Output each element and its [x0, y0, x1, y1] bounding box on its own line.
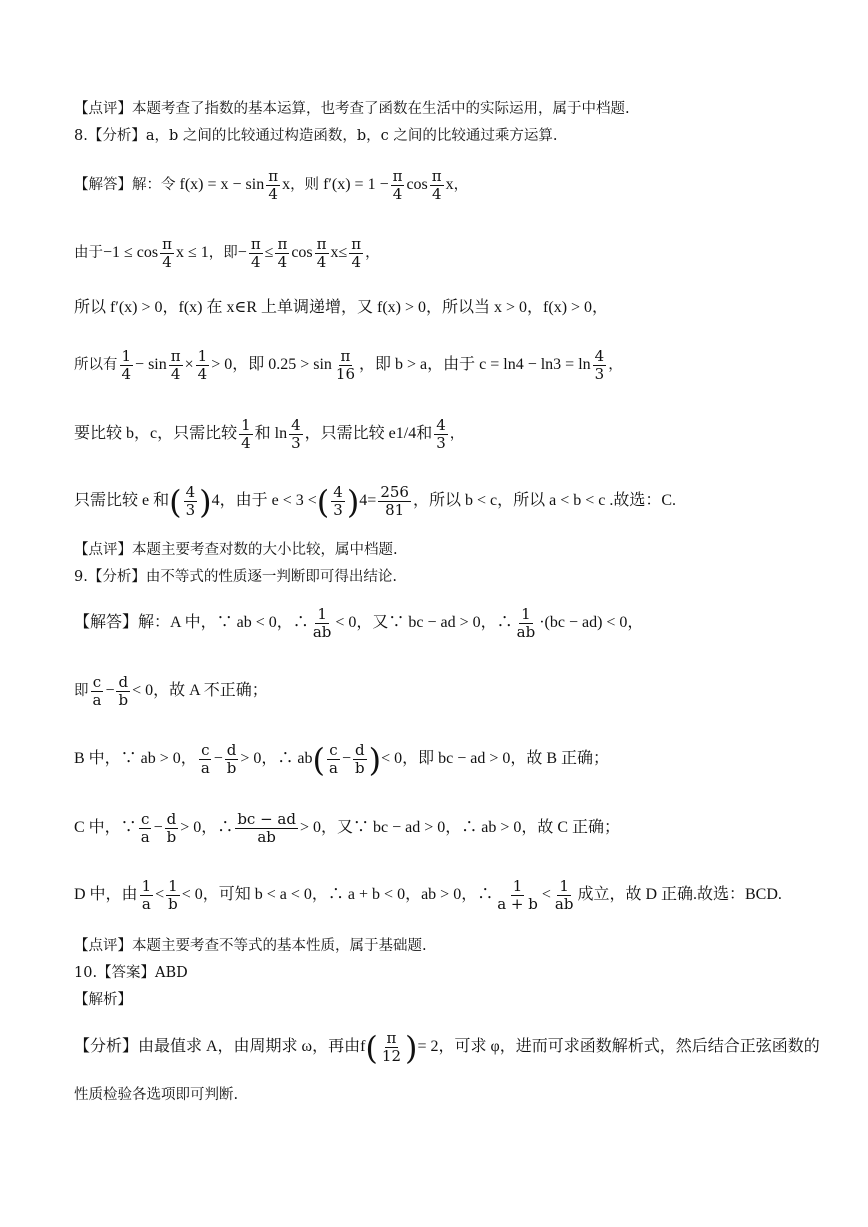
analysis-9: 9.【分析】由不等式的性质逐一判断即可得出结论. — [74, 569, 397, 585]
exponent-one-quarter: 1/4 — [395, 425, 417, 443]
solution-9-line-2: 即 $\frac{c}{a}$ − $\frac{d}{b}$ < 0，故 A 不正确； — [74, 673, 268, 710]
one-over-ab-fraction: $\frac{1}{ab}$ — [312, 605, 332, 642]
c-over-a-fraction: $\frac{c}{a}$ — [140, 810, 150, 847]
pi-over-16-fraction: $\frac{\pi}{16}$ — [335, 347, 356, 384]
four-thirds-fraction: $\frac{4}{3}$ — [333, 483, 343, 520]
comment-line-9: 【点评】本题主要考查不等式的基本性质，属于基础题. — [74, 938, 427, 954]
analysis-8: 8.【分析】a，b 之间的比较通过构造函数，b，c 之间的比较通过乘方运算. — [74, 128, 558, 144]
four-thirds-fraction: $\frac{4}{3}$ — [291, 416, 301, 453]
pi-over-4-fraction: $\frac{\pi}{4}$ — [351, 235, 362, 272]
pi-over-4-fraction: $\frac{\pi}{4}$ — [392, 167, 403, 204]
one-quarter-fraction: $\frac{1}{4}$ — [241, 416, 251, 453]
comment-line-7: 【点评】本题考查了指数的基本运算，也考查了函数在生活中的实际运用，属于中档题. — [74, 101, 630, 117]
one-quarter-fraction: $\frac{1}{4}$ — [197, 347, 208, 384]
one-over-ab-fraction: $\frac{1}{ab}$ — [516, 605, 536, 642]
pi-over-4-fraction: $\frac{\pi}{4}$ — [431, 167, 442, 204]
pi-over-4-fraction: $\frac{\pi}{4}$ — [170, 347, 181, 384]
d-over-b-fraction: $\frac{d}{b}$ — [166, 810, 177, 847]
solution-8-line-4: 所以有 $\frac{1}{4}$ − sin $\frac{\pi}{4}$ × $\frac{1}{4}$ > 0 ，即 0.25 > sin $\frac{\pi}{16}$ ，即 b > a，由于 c = ln4 − ln3 = ln $\frac{4}{3}$ ， — [74, 347, 623, 384]
one-over-b-fraction: $\frac{1}{b}$ — [168, 877, 178, 914]
one-quarter-fraction: $\frac{1}{4}$ — [121, 347, 132, 384]
solution-9-line-3: B 中，∵ ab > 0， $\frac{c}{a}$ − $\frac{d}{b}$ > 0，∴ ab ( $\frac{c}{a}$ − $\frac{d}{b}$ ) < 0，即 bc − ad > 0，故 B 正确； — [74, 740, 610, 779]
analysis-10-line-2: 性质检验各选项即可判断. — [74, 1087, 239, 1103]
pi-over-4-fraction: $\frac{\pi}{4}$ — [268, 167, 279, 204]
analysis-10-line-1: 【分析】由最值求 A，由周期求 ω，再由 f ( $\frac{\pi}{12}$ ) = 2 ，可求 φ，进而可求函数解析式，然后结合正弦函数的 — [74, 1028, 820, 1067]
one-over-ab-fraction: $\frac{1}{ab}$ — [554, 877, 574, 914]
bc-minus-ad-over-ab-fraction: $\frac{bc - ad}{ab}$ — [237, 810, 296, 847]
comment-line-8: 【点评】本题主要考查对数的大小比较，属中档题. — [74, 542, 398, 558]
solution-9-line-4: C 中，∵ $\frac{c}{a}$ − $\frac{d}{b}$ > 0，∴ $\frac{bc - ad}{ab}$ > 0，又∵ bc − ad > 0，∴ ab > 0，故 C 正确； — [74, 810, 621, 847]
solution-8-line-2: 由于 −1 ≤ cos $\frac{\pi}{4}$ x ≤ 1 ，即 − $\frac{\pi}{4}$ ≤ $\frac{\pi}{4}$ cos $\frac{\pi}{4}$ x ≤ $\frac{\pi}{4}$ ， — [74, 235, 380, 272]
pi-over-4-fraction: $\frac{\pi}{4}$ — [250, 235, 261, 272]
answer-10: 10.【答案】ABD — [74, 965, 188, 981]
four-thirds-fraction: $\frac{4}{3}$ — [436, 416, 446, 453]
pi-over-4-fraction: $\frac{\pi}{4}$ — [277, 235, 288, 272]
d-over-b-fraction: $\frac{d}{b}$ — [355, 741, 365, 778]
pi-over-4-fraction: $\frac{\pi}{4}$ — [162, 235, 172, 272]
one-over-a-fraction: $\frac{1}{a}$ — [141, 877, 152, 914]
c-over-a-fraction: $\frac{c}{a}$ — [329, 741, 338, 778]
fprime-definition: f′(x) = 1 − — [323, 176, 389, 194]
d-over-b-fraction: $\frac{d}{b}$ — [226, 741, 237, 778]
pi-over-12-fraction: $\frac{\pi}{12}$ — [381, 1029, 401, 1066]
explanation-10-heading: 【解析】 — [74, 992, 132, 1008]
f-definition: f(x) = x − sin — [179, 176, 265, 194]
solution-8-line-3: 所以 f′(x) > 0，f(x) 在 x∈R 上单调递增，又 f(x) > 0，所以当 x > 0，f(x) > 0， — [74, 299, 609, 316]
solution-9-line-1: 【解答】解：A 中，∵ ab < 0，∴ $\frac{1}{ab}$ < 0，又∵ bc − ad > 0，∴ $\frac{1}{ab}$ ·(bc − ad) < 0， — [74, 605, 644, 642]
d-over-b-fraction: $\frac{d}{b}$ — [118, 673, 129, 710]
pi-over-4-fraction: $\frac{\pi}{4}$ — [316, 235, 327, 272]
one-over-a-plus-b-fraction: $\frac{1}{a + b}$ — [497, 877, 538, 914]
256-over-81-fraction: $\frac{256}{81}$ — [380, 483, 409, 520]
c-over-a-fraction: $\frac{c}{a}$ — [200, 741, 210, 778]
four-thirds-fraction: $\frac{4}{3}$ — [594, 347, 605, 384]
solution-8-line-1: 【解答】解：令 f(x) = x − sin $\frac{\pi}{4}$ x ，则 f′(x) = 1 − $\frac{\pi}{4}$ cos $\frac{\pi}{4}$ x ， — [74, 167, 469, 204]
solution-8-line-5: 要比较 b，c，只需比较 $\frac{1}{4}$ 和 ln $\frac{4}{3}$ ，只需比较 e 1/4 和 $\frac{4}{3}$ ， — [74, 416, 465, 453]
solution-9-line-5: D 中，由 $\frac{1}{a}$ < $\frac{1}{b}$ < 0，可知 b < a < 0，∴ a + b < 0，ab > 0，∴ $\frac{1}{a + b}$ < $\frac{1}{ab}$ 成立，故 D 正确.故选：BCD. — [74, 877, 782, 914]
solution-8-line-6: 只需比较 e 和 ( $\frac{4}{3}$ ) 4 ，由于 e < 3 < ( $\frac{4}{3}$ ) 4 = $\frac{256}{81}$ ，所以 b < c，所以 a < b < c .故选：C. — [74, 482, 677, 521]
c-over-a-fraction: $\frac{c}{a}$ — [92, 673, 102, 710]
four-thirds-fraction: $\frac{4}{3}$ — [185, 483, 196, 520]
